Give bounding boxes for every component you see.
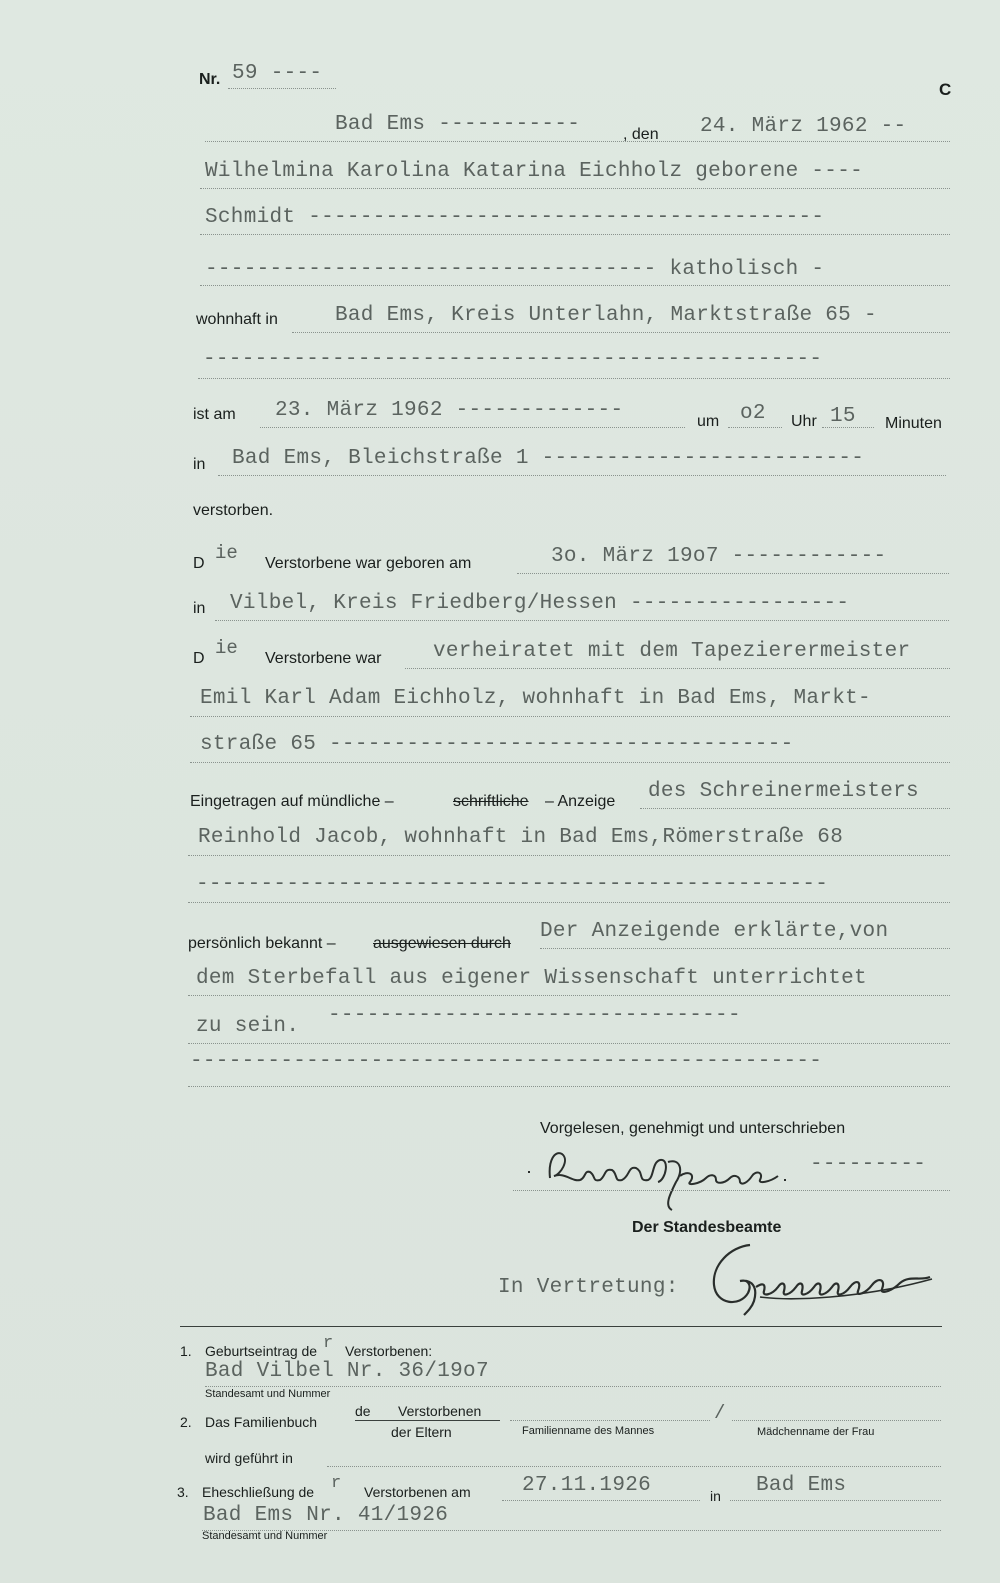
known-label: persönlich bekannt –: [188, 935, 336, 952]
footer-item2-opt2: der Eltern: [391, 1424, 452, 1440]
informant-dashes: ---------: [810, 1153, 927, 1176]
person-line-2: Schmidt ----------------------------------------: [205, 206, 825, 229]
death-minutes: 15: [830, 405, 856, 428]
known-line-3-dashes: --------------------------------: [328, 1004, 741, 1027]
known-line-3-text: zu sein.: [196, 1015, 300, 1038]
known-label-struck: ausgewiesen durch: [373, 935, 511, 952]
footer-item3-place: Bad Ems: [756, 1474, 847, 1497]
footer-item1-suffix: r: [323, 1334, 334, 1353]
footer-item2-caption1: Familienname des Mannes: [522, 1425, 655, 1437]
footer-item1-caption: Standesamt und Nummer: [205, 1388, 331, 1400]
death-in-label: in: [193, 456, 206, 473]
report-label-part1: Eingetragen auf mündliche –: [190, 793, 394, 810]
footer-item3-suffix: r: [331, 1474, 342, 1493]
birth-place: Vilbel, Kreis Friedberg/Hessen -----------------: [230, 592, 850, 615]
birth-d-suffix: ie: [215, 542, 238, 564]
report-label-struck: schriftliche: [453, 793, 529, 810]
uhr-label: Uhr: [791, 413, 817, 430]
footer-item3-label2: Verstorbenen am: [364, 1484, 471, 1500]
known-line-1: Der Anzeigende erklärte,von: [540, 920, 889, 943]
birth-date: 3o. März 19o7 ------------: [551, 545, 887, 568]
registration-date: 24. März 1962 --: [700, 115, 907, 138]
um-label: um: [697, 413, 720, 430]
footer-divider: [180, 1326, 942, 1327]
footer-item2-label: Das Familienbuch: [205, 1414, 318, 1430]
marriage-label: Verstorbene war: [265, 650, 382, 667]
informant-signature: [520, 1140, 800, 1215]
person-line-3: ----------------------------------- katholisch -: [205, 258, 825, 281]
birth-d-label: D: [193, 555, 205, 572]
nr-label: Nr.: [199, 71, 221, 88]
registrar-label: Der Standesbeamte: [632, 1219, 782, 1236]
footer-item3-in: in: [710, 1488, 721, 1504]
footer-item3-label: Eheschließung de: [202, 1484, 315, 1500]
report-label-part2: – Anzeige: [545, 793, 616, 810]
report-line-3: -------------------------------------------------: [196, 873, 829, 896]
footer-item3-num: 3.: [177, 1484, 189, 1500]
footer-item2-slash: /: [714, 1402, 726, 1424]
read-approved-label: Vorgelesen, genehmigt und unterschrieben: [540, 1120, 846, 1137]
footer-item1-label2: Verstorbenen:: [345, 1343, 433, 1359]
marriage-d-suffix: ie: [215, 637, 238, 659]
den-label: , den: [623, 126, 659, 143]
footer-item1-num: 1.: [180, 1343, 192, 1359]
report-line-2: Reinhold Jacob, wohnhaft in Bad Ems,Römerstraße 68: [198, 826, 844, 849]
register-letter: C: [939, 80, 952, 99]
residence-label: wohnhaft in: [196, 311, 278, 328]
registrar-signature-text: Gemmer: [760, 1255, 764, 1256]
footer-item1-label: Geburtseintrag de: [205, 1343, 318, 1359]
birth-in-label: in: [193, 600, 206, 617]
registrar-signature: [700, 1235, 950, 1320]
report-line-1: des Schreinermeisters: [648, 780, 919, 803]
verstorben-label: verstorben.: [193, 502, 274, 519]
marriage-line-2: Emil Karl Adam Eichholz, wohnhaft in Bad Ems, Markt-: [200, 687, 871, 710]
birth-label: Verstorbene war geboren am: [265, 555, 472, 572]
footer-item2-de: de: [355, 1403, 371, 1419]
person-line-1: Wilhelmina Karolina Katarina Eichholz geborene ----: [205, 160, 864, 183]
footer-item3-caption: Standesamt und Nummer: [202, 1530, 328, 1542]
death-hour: o2: [740, 402, 766, 425]
marriage-line-3: straße 65 ------------------------------------: [200, 733, 794, 756]
marriage-line-1: verheiratet mit dem Tapezierermeister: [433, 640, 911, 663]
footer-item2-caption2: Mädchenname der Frau: [757, 1426, 875, 1438]
footer-item1-value: Bad Vilbel Nr. 36/19o7: [205, 1360, 489, 1383]
footer-item2-label2: wird geführt in: [205, 1450, 293, 1466]
known-line-4: -------------------------------------------------: [190, 1050, 823, 1073]
nr-value: 59 ----: [232, 62, 323, 85]
death-place: Bad Ems, Bleichstraße 1 -------------------------: [232, 447, 865, 470]
residence-line-1: Bad Ems, Kreis Unterlahn, Marktstraße 65 -: [335, 304, 877, 327]
death-date: 23. März 1962 -------------: [275, 399, 624, 422]
residence-line-2: ------------------------------------------------: [203, 348, 823, 371]
in-vertretung-label: In Vertretung:: [498, 1276, 679, 1299]
informant-signature-text: Reinhold Jacob: [550, 1160, 557, 1161]
footer-item3-value: Bad Ems Nr. 41/1926: [203, 1504, 449, 1527]
known-line-2: dem Sterbefall aus eigener Wissenschaft unterrichtet: [196, 967, 867, 990]
minuten-label: Minuten: [885, 415, 942, 432]
footer-item3-date: 27.11.1926: [522, 1474, 652, 1497]
footer-item2-opt1: Verstorbenen: [398, 1403, 482, 1419]
marriage-d-label: D: [193, 650, 205, 667]
ist-am-label: ist am: [193, 406, 236, 423]
place-of-registration: Bad Ems -----------: [335, 113, 581, 136]
footer-item2-num: 2.: [180, 1414, 192, 1430]
